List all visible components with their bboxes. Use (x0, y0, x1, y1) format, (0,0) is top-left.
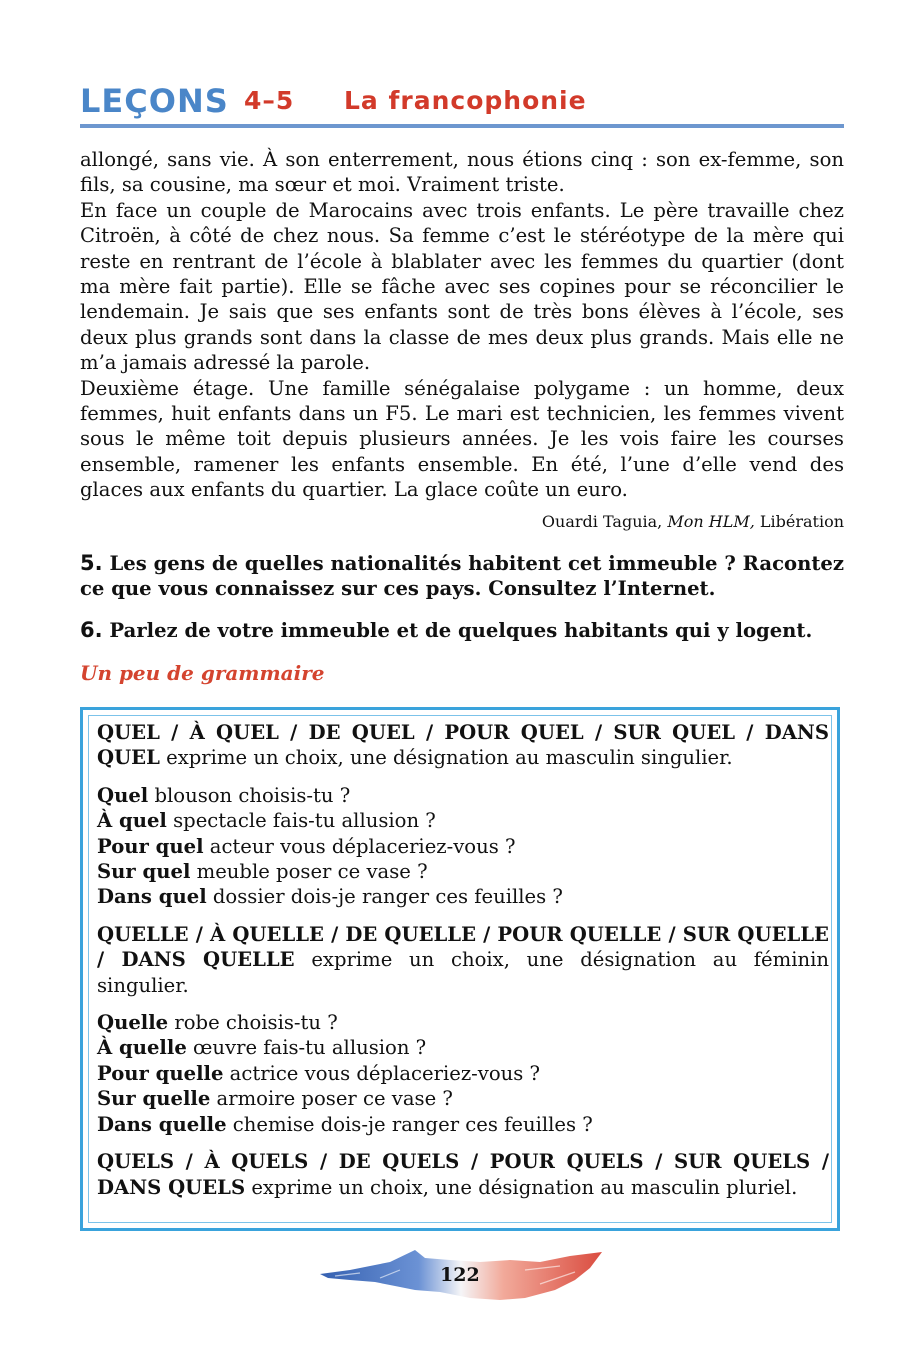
grammar-rule-2 (97, 922, 829, 998)
source-publisher: Libération (759, 512, 844, 531)
passage-paragraph-2: En face un couple de Marocains avec trois enfants. Le père travaille chez Citroën, à côté de chez nous. Sa femme c’est le stéréotype de la mère qui reste en rentrant de l’école à blablater avec les femmes du quartier (dont ma mère fait partie). Elle se fâche avec ses copines pour se réconcilier le lendemain. Je sais que ses enfants sont de très bons élèves à l’école, ses deux plus grands sont dans la classe de mes deux plus grands. Mais elle ne m’a jamais adressé la parole. (80, 198, 844, 375)
example-line (97, 783, 829, 808)
example-text: robe choisis-tu ? (168, 1011, 338, 1035)
example-keyword: À quel (97, 809, 167, 833)
question-text: Parlez de votre immeuble et de quelques habitants qui y logent. (109, 619, 813, 642)
rule-keywords: QUELLE / À QUELLE / DE QUELLE / POUR QUELLE / SUR QUELLE / DANS QUELLE (97, 922, 829, 972)
example-text: actrice vous déplaceriez-vous ? (223, 1061, 541, 1085)
example-line (97, 834, 829, 859)
example-line (97, 1035, 829, 1060)
grammar-content (97, 720, 829, 1212)
grammar-examples-2 (97, 1010, 829, 1137)
example-line (97, 1112, 829, 1137)
source-work: Mon HLM, (667, 512, 755, 531)
passage-paragraph-3: Deuxième étage. Une famille sénégalaise polygame : un homme, deux femmes, huit enfants dans un F5. Le mari est technicien, les femmes vivent sous le même toit depuis plusieurs années. Je les vois faire les courses ensemble, ramener les enfants ensemble. En été, l’une d’elle vend des glaces aux enfants du quartier. La glace coûte un euro. (80, 376, 844, 502)
grammar-rule-1 (97, 720, 829, 771)
example-keyword: Pour quel (97, 834, 204, 858)
reading-passage (80, 147, 844, 503)
source-author: Ouardi Taguia, (541, 512, 663, 531)
header-rule (80, 124, 844, 128)
example-keyword: Quel (97, 783, 149, 807)
lesson-number: 4–5 (244, 86, 295, 115)
source-citation (80, 511, 844, 533)
example-text: blouson choisis-tu ? (148, 783, 351, 807)
example-line (97, 808, 829, 833)
example-line (97, 1061, 829, 1086)
rule-explanation: exprime un choix, une désignation au masculin singulier. (159, 746, 733, 770)
rule-keywords: QUELS / À QUELS / DE QUELS / POUR QUELS / SUR QUELS / DANS QUELS (97, 1150, 829, 1199)
example-line (97, 1086, 829, 1111)
example-text: meuble poser ce vase ? (190, 860, 428, 884)
page-number: 122 (440, 1264, 480, 1286)
example-text: chemise dois-je ranger ces feuilles ? (226, 1112, 593, 1136)
grammar-examples-1 (97, 783, 829, 910)
rule-keywords: QUEL / À QUEL / DE QUEL / POUR QUEL / SUR QUEL / DANS QUEL (97, 721, 829, 770)
example-keyword: Sur quelle (97, 1087, 211, 1111)
example-text: acteur vous déplaceriez-vous ? (203, 834, 516, 858)
example-keyword: Sur quel (97, 860, 191, 884)
lesson-title: La francophonie (344, 86, 587, 115)
example-keyword: Dans quel (97, 885, 207, 909)
passage-paragraph-1: allongé, sans vie. À son enterrement, nous étions cinq : son ex-femme, son fils, sa cousine, ma sœur et moi. Vraiment triste. (80, 148, 844, 197)
example-keyword: À quelle (97, 1036, 187, 1060)
example-line (97, 859, 829, 884)
example-line (97, 1010, 829, 1035)
question-text: Les gens de quelles nationalités habitent cet immeuble ? Racontez ce que vous connaissez sur ces pays. Consultez l’Internet. (80, 552, 845, 601)
example-text: œuvre fais-tu allusion ? (186, 1036, 427, 1060)
example-text: spectacle fais-tu allusion ? (166, 809, 436, 833)
rule-explanation: exprime un choix, une désignation au féminin singulier. (97, 948, 829, 997)
rule-explanation: exprime un choix, une désignation au masculin pluriel. (245, 1175, 798, 1199)
lessons-label: LEÇONS (80, 82, 229, 120)
example-text: armoire poser ce vase ? (210, 1087, 453, 1111)
example-keyword: Dans quelle (97, 1112, 227, 1136)
example-keyword: Pour quelle (97, 1061, 224, 1085)
question-number: 6. (80, 618, 103, 642)
question-5 (80, 551, 844, 602)
question-number: 5. (80, 551, 103, 575)
grammar-section-title: Un peu de grammaire (80, 661, 325, 685)
lesson-header (80, 78, 844, 128)
question-6 (80, 618, 844, 643)
example-text: dossier dois-je ranger ces feuilles ? (206, 885, 563, 909)
example-keyword: Quelle (97, 1011, 169, 1035)
example-line (97, 884, 829, 909)
grammar-rule-3 (97, 1149, 829, 1200)
